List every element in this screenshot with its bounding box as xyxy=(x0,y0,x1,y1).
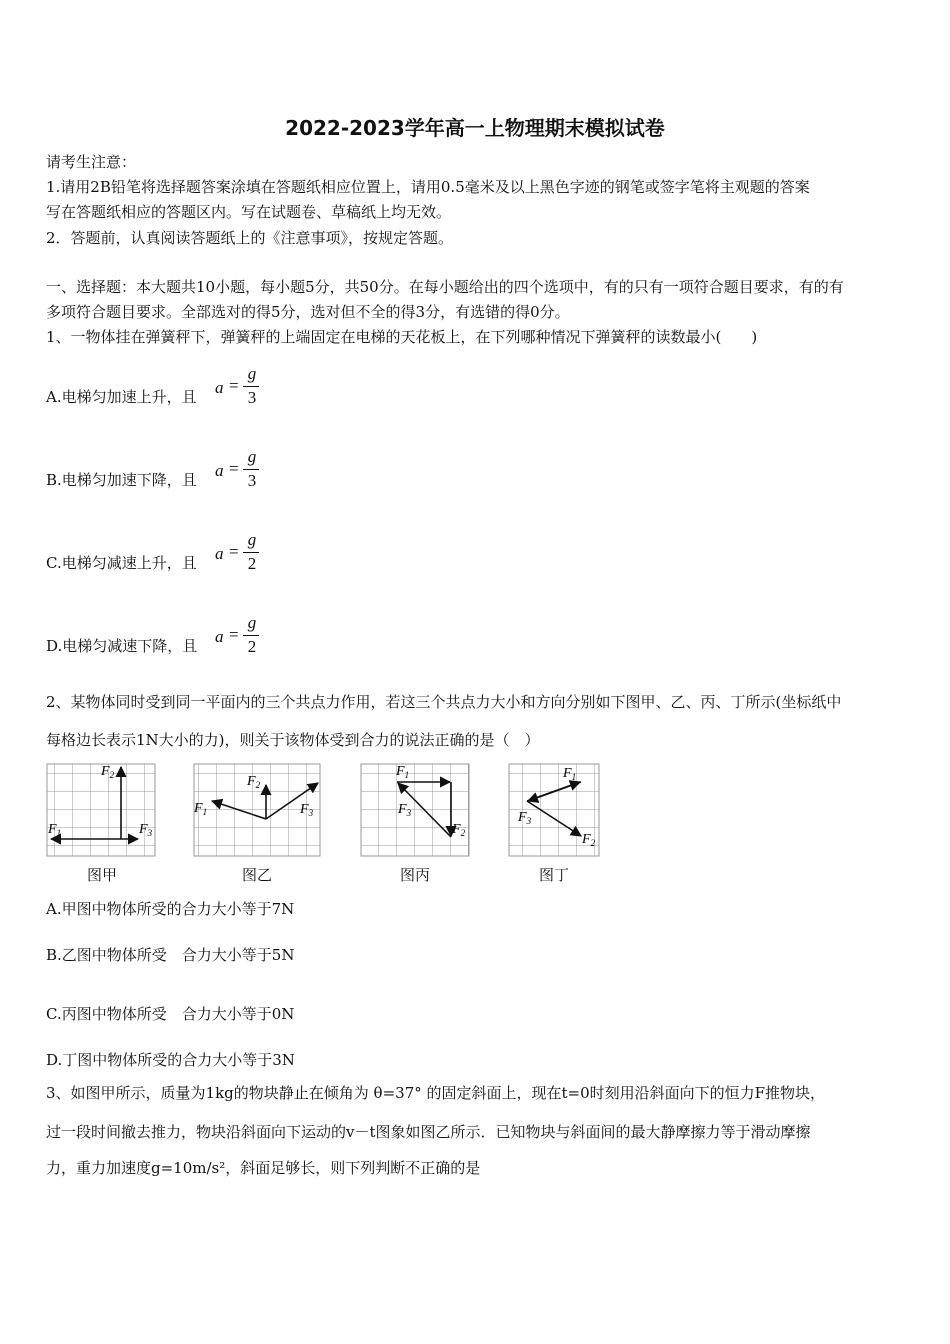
question-2-option-b: B.乙图中物体所受 合力大小等于5N xyxy=(46,946,295,964)
label-f1: $F_1$ xyxy=(48,822,62,838)
label-f2: $F_2$ xyxy=(101,764,115,780)
notice-item-1-line-1: 1.请用2B铅笔将选择题答案涂填在答题纸相应位置上，请用0.5毫米及以上黑色字迹的钢笔或签字笔将主观题的答案 xyxy=(46,178,810,196)
page-title: 2022-2023学年高一上物理期末模拟试卷 xyxy=(285,116,665,140)
label-f1: $F_1$ xyxy=(194,801,208,817)
question-2-option-a: A.甲图中物体所受的合力大小等于7N xyxy=(46,900,295,918)
question-2-option-c: C.丙图中物体所受 合力大小等于0N xyxy=(46,1005,295,1023)
question-2-stem-line-2: 每格边长表示1N大小的力)，则关于该物体受到合力的说法正确的是（ ） xyxy=(46,731,540,749)
question-2-option-d: D.丁图中物体所受的合力大小等于3N xyxy=(46,1051,295,1069)
section-instructions-line-1: 一、选择题：本大题共10小题，每小题5分，共50分。在每小题给出的四个选项中，有的只有一项符合题目要求，有的有 xyxy=(46,278,844,296)
figure-jia xyxy=(47,764,155,856)
figure-caption-yi: 图乙 xyxy=(241,866,272,884)
figure-caption-jia: 图甲 xyxy=(86,866,117,884)
label-f1: $F_1$ xyxy=(563,766,577,782)
label-f1: $F_1$ xyxy=(396,764,410,780)
figure-caption-ding: 图丁 xyxy=(538,866,569,884)
question-1-stem: 1、一物体挂在弹簧秤下，弹簧秤的上端固定在电梯的天花板上，在下列哪种情况下弹簧秤的读数最小( ) xyxy=(46,328,758,346)
notice-item-1-line-2: 写在答题纸相应的答题区内。写在试题卷、草稿纸上均无效。 xyxy=(46,203,452,221)
question-3-stem-line-3: 力，重力加速度g=10m/s²，斜面足够长，则下列判断不正确的是 xyxy=(46,1159,481,1177)
question-3-stem-line-2: 过一段时间撤去推力，物块沿斜面向下运动的v－t图象如图乙所示．已知物块与斜面间的最大静摩擦力等于滑动摩擦 xyxy=(46,1123,811,1141)
notice-heading: 请考生注意： xyxy=(46,153,137,171)
label-f3: $F_3$ xyxy=(139,822,153,838)
figure-bing xyxy=(361,764,469,856)
label-f2: $F_2$ xyxy=(247,774,261,790)
question-1-option-a: A.电梯匀加速上升，且 xyxy=(46,388,197,406)
question-3-stem-line-1: 3、如图甲所示，质量为1kg的物块静止在倾角为 θ=37° 的固定斜面上，现在t=0时刻用沿斜面向下的恒力F推物块， xyxy=(46,1084,826,1102)
label-f2: $F_2$ xyxy=(582,832,596,848)
figure-caption-bing: 图丙 xyxy=(399,866,430,884)
figure-yi xyxy=(193,764,320,856)
question-2-stem-line-1: 2、某物体同时受到同一平面内的三个共点力作用，若这三个共点力大小和方向分别如下图甲、乙、丙、丁所示(坐标纸中 xyxy=(46,693,842,711)
label-f2: $F_2$ xyxy=(452,822,466,838)
label-f3: $F_3$ xyxy=(300,802,314,818)
notice-item-2: 2．答题前，认真阅读答题纸上的《注意事项》，按规定答题。 xyxy=(46,229,454,247)
label-f3: $F_3$ xyxy=(398,802,412,818)
question-1-option-d: D.电梯匀减速下降，且 xyxy=(46,637,198,655)
figure-ding xyxy=(509,764,599,856)
label-f3: $F_3$ xyxy=(518,810,532,826)
question-1-option-b: B.电梯匀加速下降，且 xyxy=(46,471,197,489)
question-1-option-c: C.电梯匀减速上升，且 xyxy=(46,554,197,572)
section-instructions-line-2: 多项符合题目要求。全部选对的得5分，选对但不全的得3分，有选错的得0分。 xyxy=(46,303,570,321)
